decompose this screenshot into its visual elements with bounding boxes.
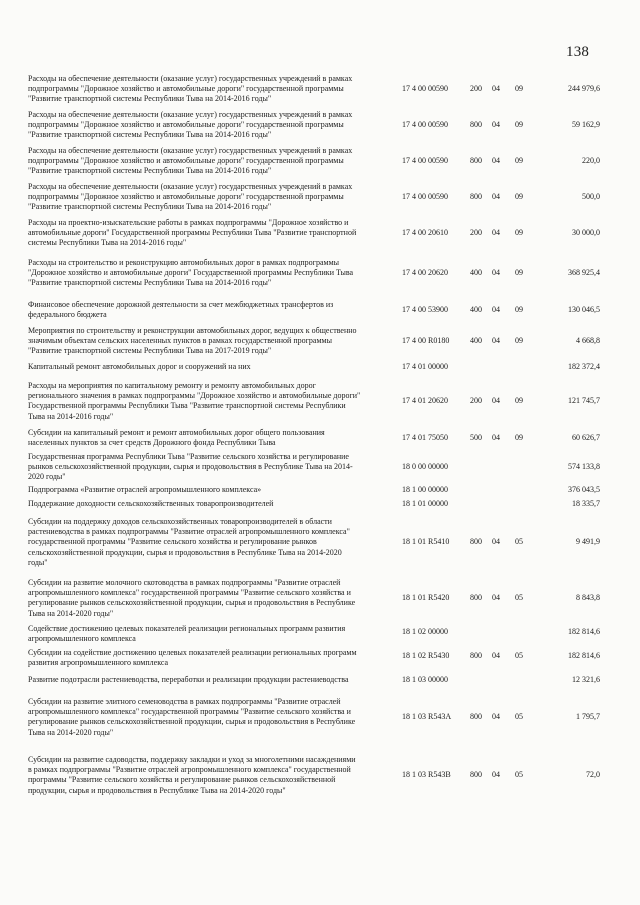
row-description: Мероприятия по строительству и реконструкции автомобильных дорог, ведущих к общественно значимым объектам сельских населенных пунктов в рамках государственной программы "Развитие транспортной системы Республики Тыва на 2017-2019 годы" bbox=[28, 326, 357, 356]
row-description: Расходы на строительство и реконструкцию автомобильных дорог в рамках подпрограммы "Дорожное хозяйство и автомобильные дороги" Государственной программы Республики Тыва "Развитие транспортной системы Республики Тыва на 2014-2016 годы" bbox=[28, 258, 354, 288]
row-description: Субсидии на содействие достижению целевых показателей реализации региональных программ развития агропромышленного комплекса bbox=[28, 648, 357, 668]
row-description: Развитие подотрасли растениеводства, переработки и реализации продукции растениеводства bbox=[28, 675, 349, 684]
table-row bbox=[0, 755, 640, 795]
row-code: 17 4 01 00000 bbox=[402, 362, 448, 371]
row-code: 17 4 01 20620 bbox=[402, 396, 448, 405]
row-section: 04 bbox=[492, 537, 500, 546]
table-row bbox=[0, 74, 640, 104]
row-expense-type: 800 bbox=[470, 192, 482, 201]
row-code: 18 1 02 00000 bbox=[402, 627, 448, 636]
row-amount: 121 745,7 bbox=[568, 396, 600, 405]
row-expense-type: 400 bbox=[470, 305, 482, 314]
row-section: 04 bbox=[492, 593, 500, 602]
row-description: Субсидии на поддержку доходов сельскохозяйственных товаропроизводителей в области растениеводства в рамках подпрограммы "Развитие отраслей агропромышленного комплекса" государственной программы "Развитие сельского хозяйства и регулирование рынков сельскохозяйственной продукции, сырья и продовольствия в Республике Тыва на 2014-2020 годы" bbox=[28, 517, 350, 567]
row-subsection: 09 bbox=[515, 396, 523, 405]
row-code: 17 4 00 20620 bbox=[402, 268, 448, 277]
table-row bbox=[0, 578, 640, 618]
table-row bbox=[0, 675, 640, 684]
row-section: 04 bbox=[492, 305, 500, 314]
row-section: 04 bbox=[492, 268, 500, 277]
row-expense-type: 800 bbox=[470, 770, 482, 779]
row-subsection: 09 bbox=[515, 120, 523, 129]
row-amount: 4 668,8 bbox=[576, 336, 600, 345]
table-row bbox=[0, 485, 640, 494]
row-section: 04 bbox=[492, 228, 500, 237]
row-description: Расходы на проектно-изыскательские работы в рамках подпрограммы "Дорожное хозяйство и автомобильные дороги" Государственной программы Республики Тыва "Развитие транспортной системы Республики Тыва на 2014-2016 годы" bbox=[28, 218, 357, 248]
table-row bbox=[0, 428, 640, 448]
row-expense-type: 200 bbox=[470, 396, 482, 405]
row-code: 17 4 00 20610 bbox=[402, 228, 448, 237]
row-subsection: 09 bbox=[515, 433, 523, 442]
row-amount: 244 979,6 bbox=[568, 84, 600, 93]
row-expense-type: 200 bbox=[470, 228, 482, 237]
row-amount: 12 321,6 bbox=[572, 675, 600, 684]
table-row bbox=[0, 381, 640, 421]
row-code: 17 4 00 00590 bbox=[402, 192, 448, 201]
row-code: 18 1 01 R5420 bbox=[402, 593, 450, 602]
row-amount: 30 000,0 bbox=[572, 228, 600, 237]
row-section: 04 bbox=[492, 156, 500, 165]
row-section: 04 bbox=[492, 120, 500, 129]
row-description: Содействие достижению целевых показателей реализации региональных программ развития агропромышленного комплекса bbox=[28, 624, 346, 644]
row-section: 04 bbox=[492, 396, 500, 405]
row-amount: 60 626,7 bbox=[572, 433, 600, 442]
row-code: 18 1 03 00000 bbox=[402, 675, 448, 684]
row-code: 18 1 03 R543A bbox=[402, 712, 452, 721]
row-code: 17 4 00 R0180 bbox=[402, 336, 450, 345]
row-subsection: 05 bbox=[515, 593, 523, 602]
row-code: 18 1 03 R543B bbox=[402, 770, 451, 779]
row-amount: 72,0 bbox=[586, 770, 600, 779]
row-expense-type: 400 bbox=[470, 336, 482, 345]
row-description: Субсидии на капитальный ремонт и ремонт автомобильных дорог общего пользования населенных пунктов за счет средств Дорожного фонда Республики Тыва bbox=[28, 428, 325, 448]
row-amount: 182 372,4 bbox=[568, 362, 600, 371]
row-subsection: 09 bbox=[515, 268, 523, 277]
row-description: Расходы на обеспечение деятельности (оказание услуг) государственных учреждений в рамках подпрограммы "Дорожное хозяйство и автомобильные дороги" государственной программы "Развитие транспортной системы Республики Тыва на 2014-2016 годы" bbox=[28, 74, 353, 104]
row-code: 18 1 01 R5410 bbox=[402, 537, 450, 546]
row-section: 04 bbox=[492, 84, 500, 93]
row-expense-type: 800 bbox=[470, 537, 482, 546]
row-amount: 376 043,5 bbox=[568, 485, 600, 494]
table-row bbox=[0, 499, 640, 508]
row-code: 18 0 00 00000 bbox=[402, 462, 448, 471]
table-row bbox=[0, 362, 640, 371]
row-description: Поддержание доходности сельскохозяйственных товаропроизводителей bbox=[28, 499, 274, 508]
row-subsection: 09 bbox=[515, 192, 523, 201]
row-amount: 182 814,6 bbox=[568, 627, 600, 636]
row-amount: 574 133,8 bbox=[568, 462, 600, 471]
row-code: 17 4 01 75050 bbox=[402, 433, 448, 442]
table-row bbox=[0, 517, 640, 567]
row-subsection: 09 bbox=[515, 84, 523, 93]
row-description: Субсидии на развитие молочного скотоводства в рамках подпрограммы "Развитие отраслей агропромышленного комплекса" государственной программы "Развитие сельского хозяйства и регулирование рынков сельскохозяйственной продукции, сырья и продовольствия в Республике Тыва на 2014-2020 годы" bbox=[28, 578, 356, 618]
row-code: 18 1 01 00000 bbox=[402, 499, 448, 508]
table-row bbox=[0, 110, 640, 140]
table-row bbox=[0, 182, 640, 212]
row-amount: 8 843,8 bbox=[576, 593, 600, 602]
row-section: 04 bbox=[492, 192, 500, 201]
row-subsection: 05 bbox=[515, 651, 523, 660]
row-amount: 1 795,7 bbox=[576, 712, 600, 721]
row-description: Расходы на обеспечение деятельности (оказание услуг) государственных учреждений в рамках подпрограммы "Дорожное хозяйство и автомобильные дороги" государственной программы "Развитие транспортной системы Республики Тыва на 2014-2016 годы" bbox=[28, 182, 353, 212]
row-expense-type: 800 bbox=[470, 156, 482, 165]
table-row bbox=[0, 624, 640, 644]
row-code: 17 4 00 00590 bbox=[402, 120, 448, 129]
table-row bbox=[0, 648, 640, 668]
row-code: 17 4 00 00590 bbox=[402, 84, 448, 93]
row-amount: 130 046,5 bbox=[568, 305, 600, 314]
row-subsection: 05 bbox=[515, 712, 523, 721]
row-section: 04 bbox=[492, 770, 500, 779]
row-expense-type: 800 bbox=[470, 593, 482, 602]
row-expense-type: 500 bbox=[470, 433, 482, 442]
row-expense-type: 400 bbox=[470, 268, 482, 277]
table-row bbox=[0, 326, 640, 356]
row-section: 04 bbox=[492, 712, 500, 721]
row-description: Подпрограмма «Развитие отраслей агропромышленного комплекса» bbox=[28, 485, 262, 494]
row-section: 04 bbox=[492, 651, 500, 660]
row-subsection: 09 bbox=[515, 305, 523, 314]
table-row bbox=[0, 452, 640, 482]
row-expense-type: 800 bbox=[470, 712, 482, 721]
row-amount: 182 814,6 bbox=[568, 651, 600, 660]
row-code: 17 4 00 53900 bbox=[402, 305, 448, 314]
row-amount: 9 491,9 bbox=[576, 537, 600, 546]
row-expense-type: 800 bbox=[470, 651, 482, 660]
table-row bbox=[0, 697, 640, 737]
row-section: 04 bbox=[492, 433, 500, 442]
row-description: Государственная программа Республики Тыва "Развитие сельского хозяйства и регулирование рынков сельскохозяйственной продукции, сырья и продовольствия в Республике Тыва на 2014- 2020 годы" bbox=[28, 452, 353, 482]
row-section: 04 bbox=[492, 336, 500, 345]
row-code: 17 4 00 00590 bbox=[402, 156, 448, 165]
row-amount: 220,0 bbox=[582, 156, 600, 165]
row-subsection: 09 bbox=[515, 228, 523, 237]
row-subsection: 09 bbox=[515, 336, 523, 345]
row-amount: 59 162,9 bbox=[572, 120, 600, 129]
table-row bbox=[0, 218, 640, 248]
table-row bbox=[0, 146, 640, 176]
row-subsection: 05 bbox=[515, 770, 523, 779]
row-description: Капитальный ремонт автомобильных дорог и сооружений на них bbox=[28, 362, 251, 371]
table-row bbox=[0, 258, 640, 288]
row-description: Расходы на обеспечение деятельности (оказание услуг) государственных учреждений в рамках подпрограммы "Дорожное хозяйство и автомобильные дороги" государственной программы "Развитие транспортной системы Республики Тыва на 2014-2016 годы" bbox=[28, 110, 353, 140]
row-code: 18 1 00 00000 bbox=[402, 485, 448, 494]
row-expense-type: 800 bbox=[470, 120, 482, 129]
row-description: Субсидии на развитие элитного семеноводства в рамках подпрограммы "Развитие отраслей агропромышленного комплекса" государственной программы "Развитие сельского хозяйства и регулирование рынков сельскохозяйственной продукции, сырья и продовольствия в Республике Тыва на 2014-2020 годы" bbox=[28, 697, 356, 737]
row-description: Расходы на мероприятия по капитальному ремонту и ремонту автомобильных дорог регионального значения в рамках подпрограммы "Дорожное хозяйство и автомобильные дороги" Государственной программы Республики Тыва "Развитие транспортной системы Республики Тыва на 2014-2016 годы" bbox=[28, 381, 361, 421]
row-amount: 18 335,7 bbox=[572, 499, 600, 508]
row-subsection: 05 bbox=[515, 537, 523, 546]
row-description: Субсидии на развитие садоводства, поддержку закладки и уход за многолетними насаждениями в рамках подпрограммы "Развитие отраслей агропромышленного комплекса" государственной программы "Развитие сельского хозяйства и регулирование рынков сельскохозяйственной продукции, сырья и продовольствия в Республике Тыва на 2014-2020 годы" bbox=[28, 755, 356, 795]
row-amount: 368 925,4 bbox=[568, 268, 600, 277]
row-amount: 500,0 bbox=[582, 192, 600, 201]
page-number: 138 bbox=[566, 44, 590, 60]
row-subsection: 09 bbox=[515, 156, 523, 165]
row-description: Финансовое обеспечение дорожной деятельности за счет межбюджетных трансфертов из федерального бюджета bbox=[28, 300, 334, 320]
table-row bbox=[0, 300, 640, 320]
row-expense-type: 200 bbox=[470, 84, 482, 93]
row-description: Расходы на обеспечение деятельности (оказание услуг) государственных учреждений в рамках подпрограммы "Дорожное хозяйство и автомобильные дороги" государственной программы "Развитие транспортной системы Республики Тыва на 2014-2016 годы" bbox=[28, 146, 353, 176]
row-code: 18 1 02 R5430 bbox=[402, 651, 450, 660]
